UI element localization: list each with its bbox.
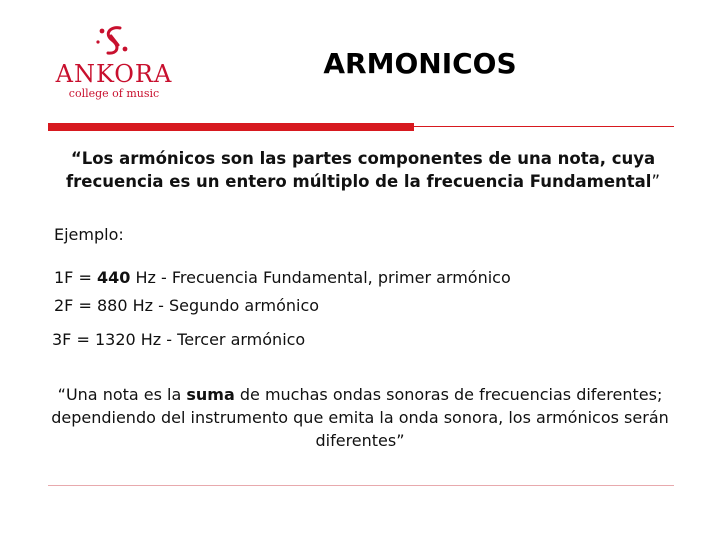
logo-subtitle: college of music [68, 87, 160, 100]
title-underline-rule [414, 126, 674, 127]
summary-quote [40, 383, 680, 452]
ankora-logo [48, 22, 180, 106]
harmonic-line-3: 3F = 1320 Hz - Tercer armónico [52, 330, 306, 349]
definition-quote [30, 147, 696, 193]
definition-text: “Los armónicos son las partes componentes de una nota, cuya frecuencia es un entero múltiplo de la frecuencia Fundamental [65, 149, 656, 191]
summary-bold-word: suma [186, 385, 235, 404]
title-underline-bar [48, 123, 414, 131]
logo-name: ANKORA [55, 60, 173, 88]
harmonic-line-2: 2F = 880 Hz - Segundo armónico [54, 296, 320, 315]
treble-clef-icon [48, 22, 180, 62]
harmonic-1-prefix: 1F = [54, 268, 97, 287]
summary-text-after: de muchas ondas sonoras de frecuencias diferentes; dependiendo del instrumento que emita la onda sonora, los armónicos serán diferentes” [51, 385, 669, 450]
definition-closing-mark: ” [651, 172, 661, 191]
page-title: ARMONICOS [323, 47, 517, 80]
bottom-divider [48, 485, 674, 486]
harmonic-1-suffix: Hz - Frecuencia Fundamental, primer armónico [130, 268, 511, 287]
harmonic-1-value: 440 [96, 268, 131, 287]
example-label: Ejemplo: [54, 225, 124, 244]
summary-text-before: “Una nota es la [57, 385, 187, 404]
harmonic-line-1 [54, 268, 511, 288]
